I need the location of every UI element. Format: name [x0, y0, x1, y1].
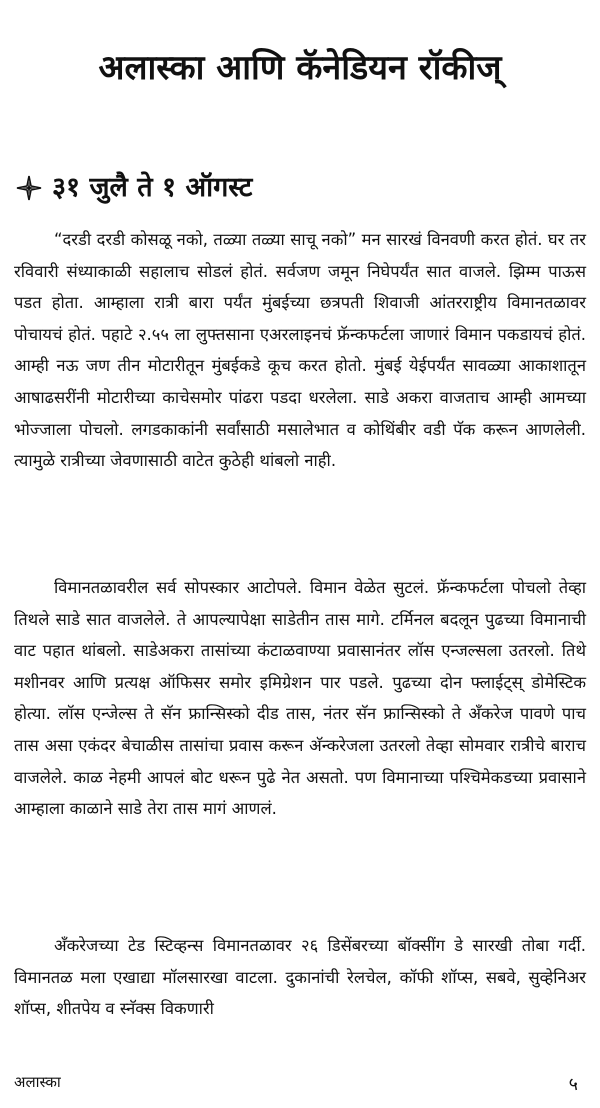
footer-book-title: अलास्का [14, 1073, 61, 1091]
page-title: अलास्का आणि कॅनेडियन रॉकीज् [98, 48, 502, 88]
paragraph: अँकरेजच्या टेड स्टिव्हन्स विमानतळावर २६ डिसेंबरच्या बॉक्सींग डे सारखी तोबा गर्दी. विमानतळ मला एखाद्या मॉलसारखा वाटला. दुकानांची रेलचेल, कॉफी शॉप्स, सबवे, सुव्हेनिअर शॉप्स, शीतपेय व स्नॅक्स विकणारी [14, 936, 586, 1019]
page-footer [14, 1072, 586, 1096]
paragraph: विमानतळावरील सर्व सोपस्कार आटोपले. विमान वेळेत सुटलं. फ्रॅन्कफर्टला पोचलो तेव्हा तिथले साडे सात वाजलेले. ते आपल्यापेक्षा साडेतीन तास मागे. टर्मिनल बदलून पुढच्या विमानाची वाट पहात थांबलो. साडेअकरा तासांच्या कंटाळवाण्या प्रवासानंतर लॉस एन्जल्सला उतरलो. तिथे मशीनवर आणि प्रत्यक्ष ऑफिसर समोर इमिग्रेशन पार पडले. पुढच्या दोन फ्लाईट्स् डोमेस्टिक होत्या. लॉस एन्जेल्स ते सॅन फ्रान्सिस्को दीड तास, नंतर सॅन फ्रान्सिस्को ते अँकरेज पावणे पाच तास असा एकंदर बेचाळीस तासांचा प्रवास करून अ‍ॅन्करेजला उतरलो तेव्हा सोमवार रात्रीचे बाराच वाजलेले. काळ नेहमी आपलं बोट धरून पुढे नेत असतो. पण विमानाच्या पश्चिमेकडच्या प्रवासाने आम्हाला काळाने साडे तेरा तास मागं आणलं. [14, 578, 586, 819]
section-heading-text: ३१ जुलै ते १ ऑगस्ट [52, 172, 253, 203]
section-heading [16, 172, 252, 204]
page-number: ५ [568, 1074, 578, 1095]
paragraph: “दरडी दरडी कोसळू नको, तळ्या तळ्या साचू नको” मन सारखं विनवणी करत होतं. घर तर रविवारी संध्याकाळी सहालाच सोडलं होतं. सर्वजण जमून निघेपर्यंत सात वाजले. झिम्म पाऊस पडत होता. आम्हाला रात्री बारा पर्यंत मुंबईच्या छत्रपती शिवाजी आंतरराष्ट्रीय विमानतळावर पोचायचं होतं. पहाटे २.५५ ला लुफ्तसाना एअरलाइनचं फ्रॅन्कफर्टला जाणारं विमान पकडायचं होतं. आम्ही नऊ जण तीन मोटारीतून मुंबईकडे कूच करत होतो. मुंबई येईपर्यंत सावळ्या आकाशातून आषाढसरींनी मोटारीच्या काचेसमोर पांढरा पडदा धरलेला. साडे अकरा वाजताच आम्ही आमच्या भोज्जाला पोचलो. लगडकाकांनी सर्वांसाठी मसालेभात व कोथिंबीर वडी पॅक करून आणलेली. त्यामुळे रात्रीच्या जेवणासाठी वाटेत कुठेही थांबलो नाही. [14, 230, 586, 471]
four-point-star-icon [16, 175, 42, 201]
